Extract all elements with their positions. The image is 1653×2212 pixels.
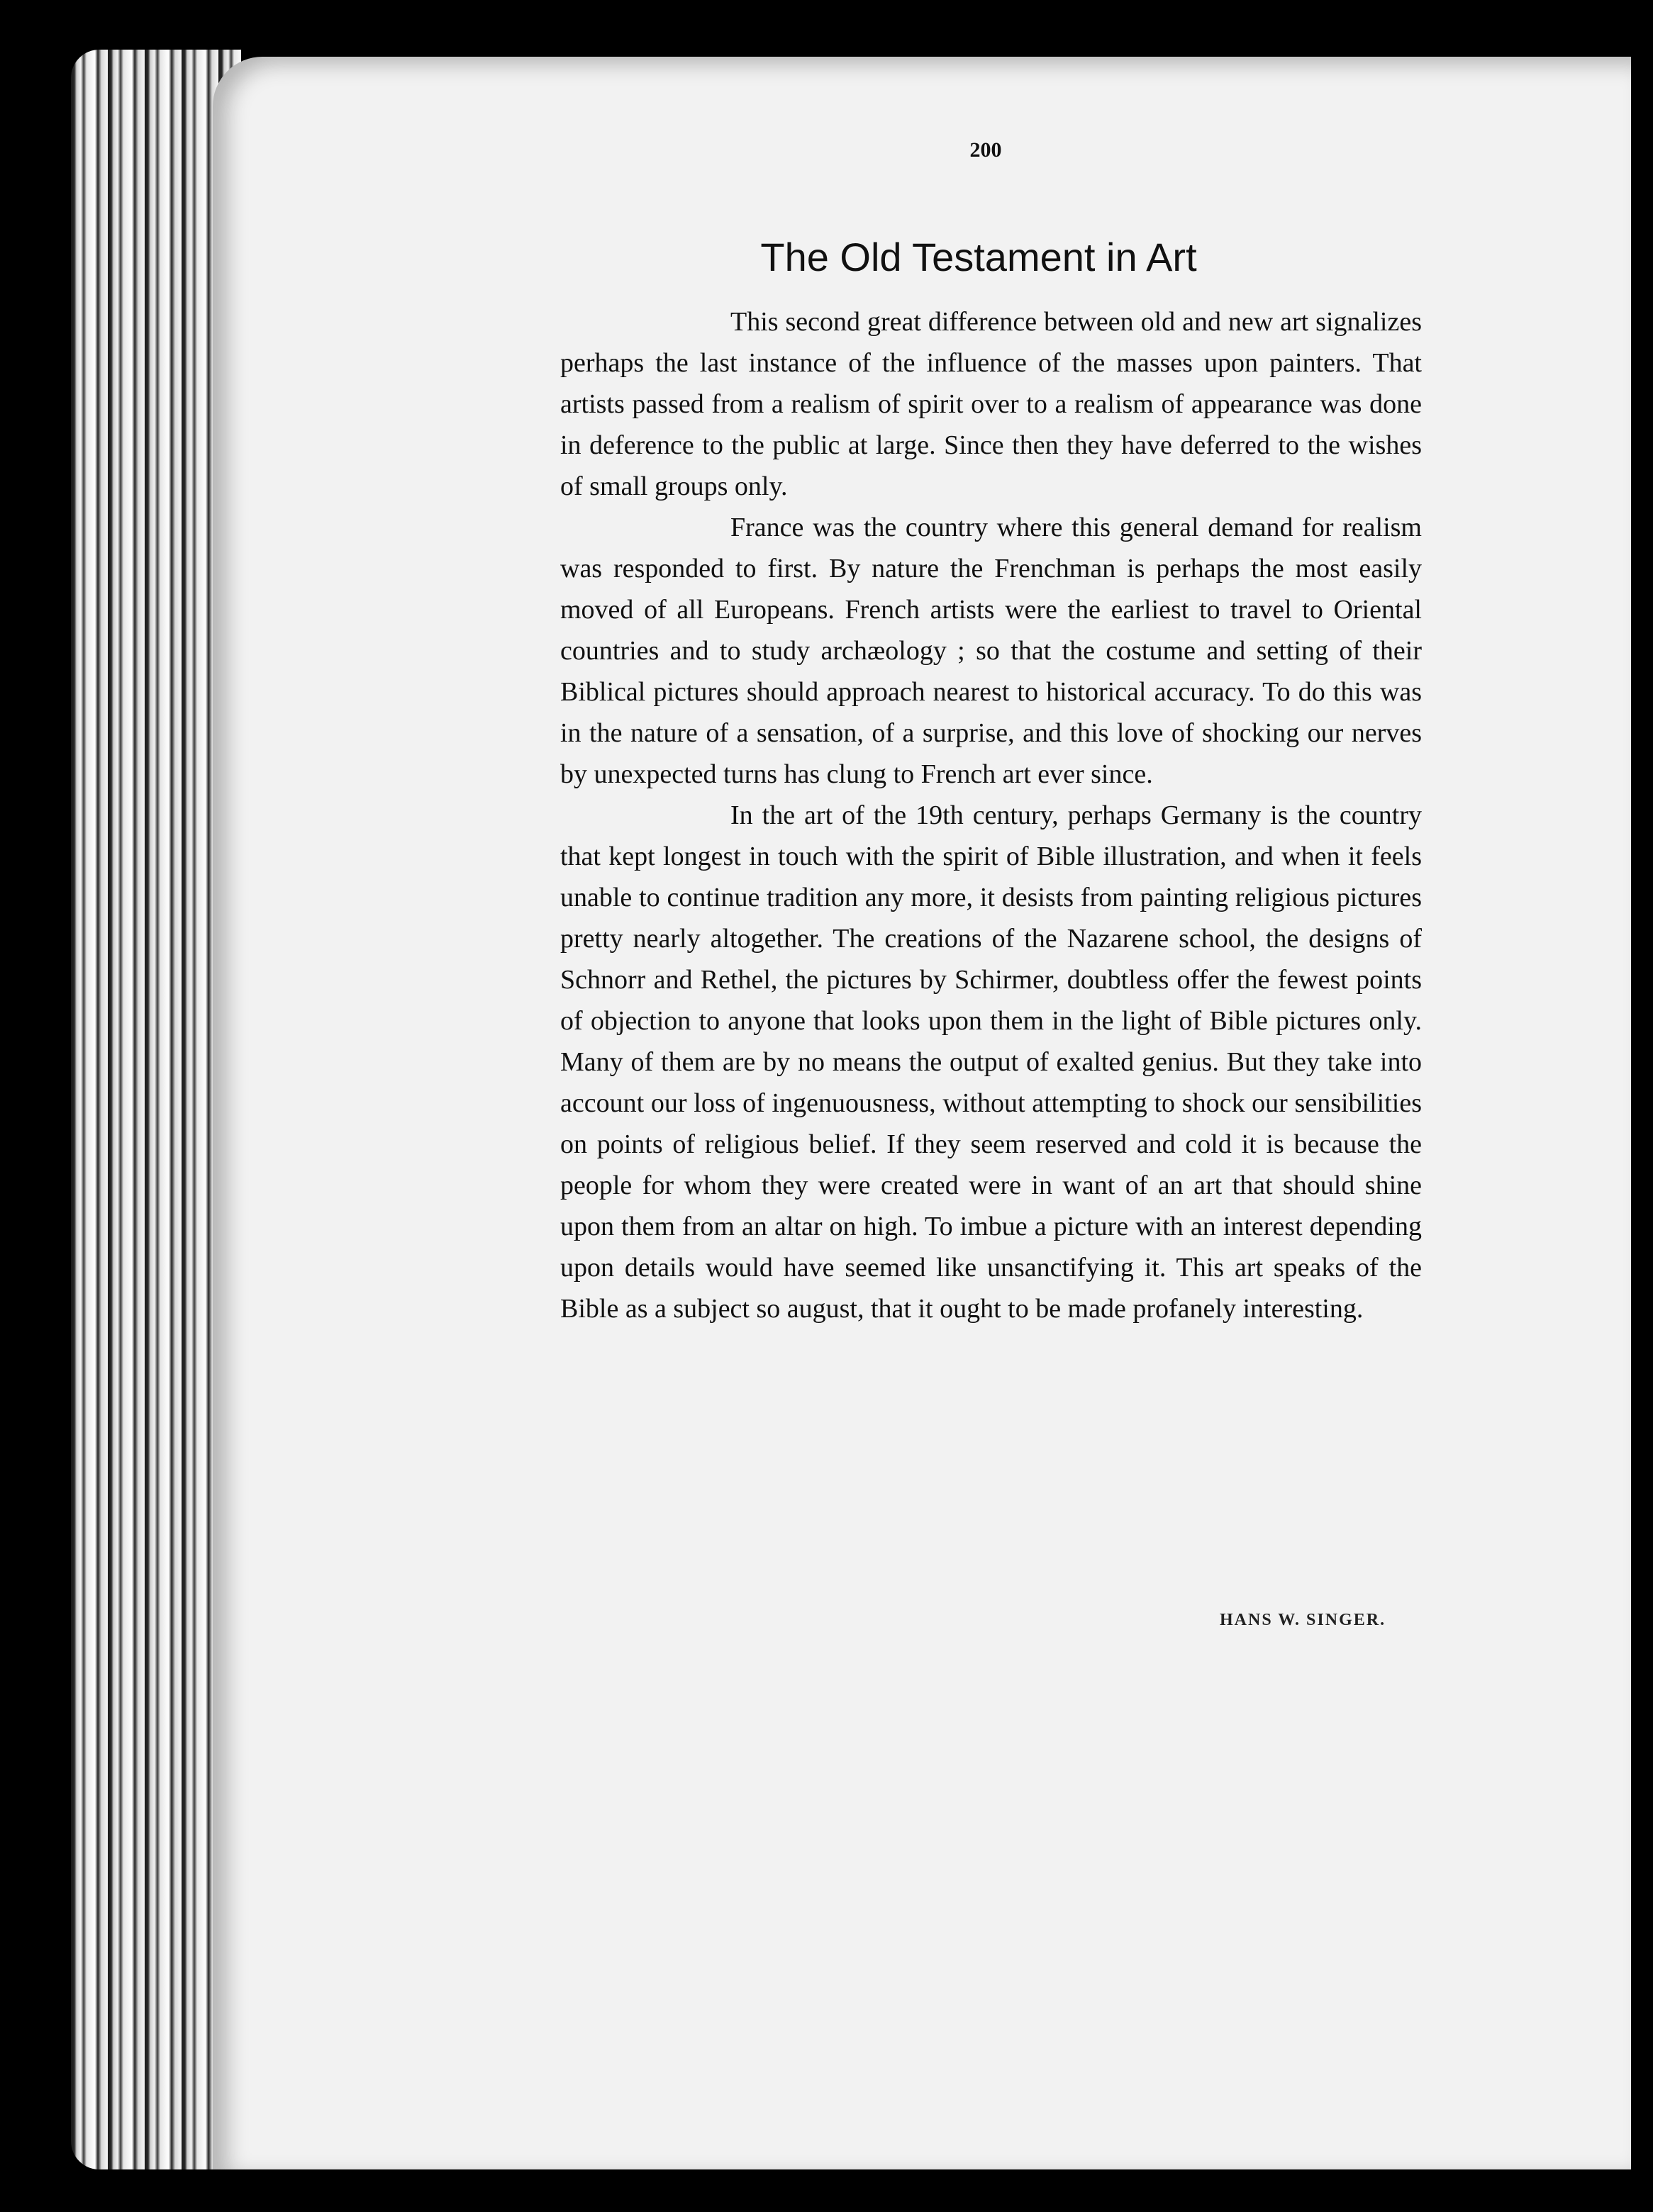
author-signature: HANS W. SINGER. <box>1220 1611 1386 1629</box>
page-title: The Old Testament in Art <box>760 235 1197 279</box>
page-number: 200 <box>969 138 1002 162</box>
paragraph: France was the country where this general demand for realism was responded to first. By nature the Frenchman is perhaps the most easily moved of all Europeans. French artists were the earliest to travel to Oriental countries and to study archæology ; so that the costume and setting of their Biblical pictures should approach nearest to historical accuracy. To do this was in the nature of a sensation, of a surprise, and this love of shocking our nerves by unexpected turns has clung to French art ever since. <box>560 513 1422 789</box>
paragraph: In the art of the 19th century, perhaps Germany is the country that kept longest in touch with the spirit of Bible illustration, and when it feels unable to continue tradition any more, it desists from painting religious pictures pretty nearly altogether. The creations of the Nazarene school, the designs of Schnorr and Rethel, the pictures by Schirmer, doubtless offer the fewest points of objection to anyone that looks upon them in the light of Bible pictures only. Many of them are by no means the output of exalted genius. But they take into account our loss of ingenuousness, without attempting to shock our sensibilities on points of religious belief. If they seem reserved and cold it is because the people for whom they were created were in want of an art that should shine upon them from an altar on high. To imbue a picture with an interest depending upon details would have seemed like unsanctifying it. This art speaks of the Bible as a subject so august, that it ought to be made profanely interesting. <box>560 800 1422 1324</box>
article-body <box>560 301 1422 1329</box>
paragraph: This second great difference between old and new art signalizes perhaps the last instance of the influence of the masses upon painters. That artists passed from a realism of spirit over to a realism of appearance was done in deference to the public at large. Since then they have deferred to the wishes of small groups only. <box>560 307 1422 501</box>
